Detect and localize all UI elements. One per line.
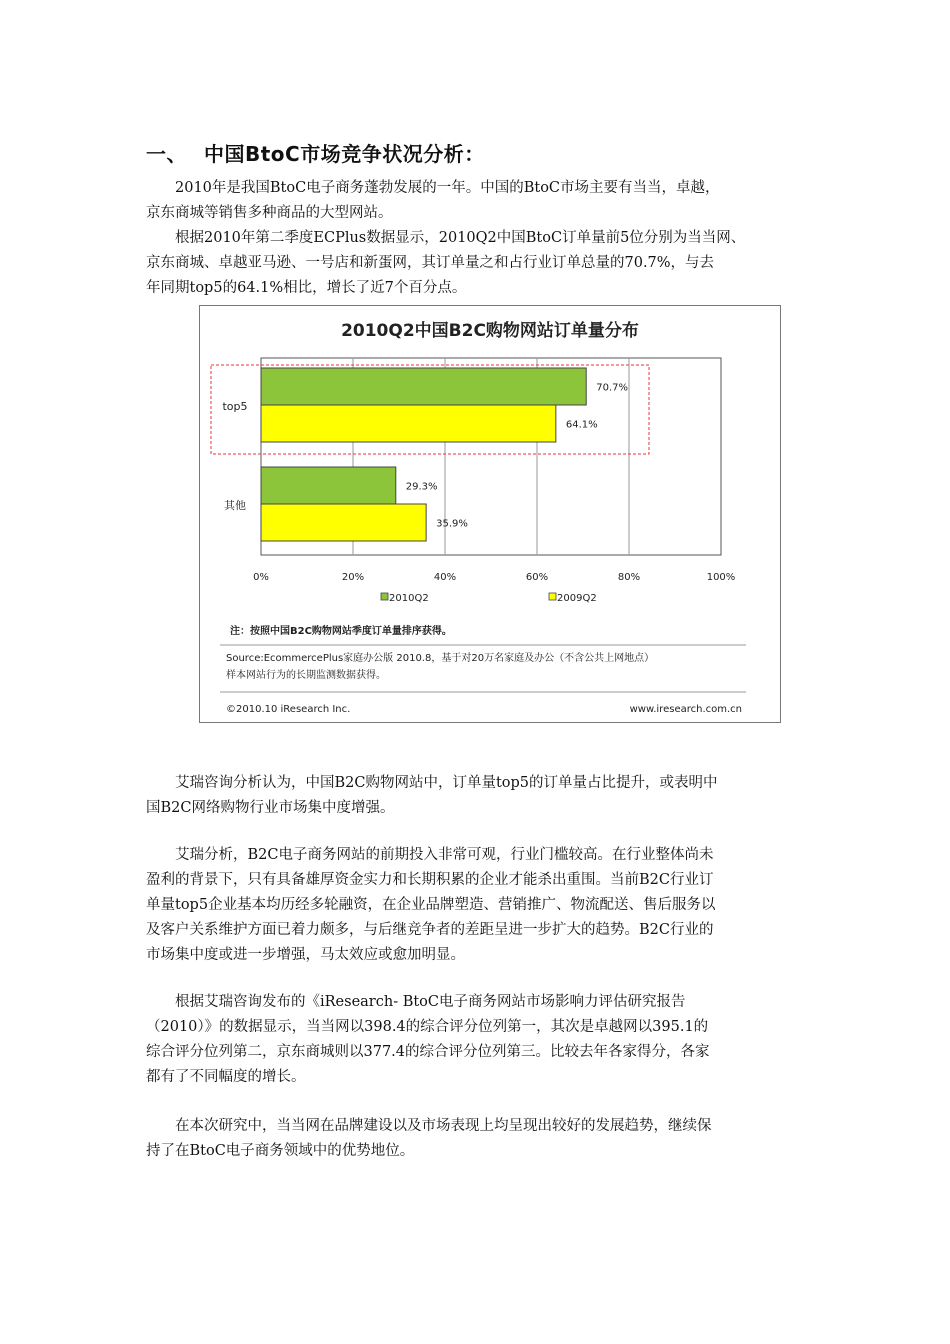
legend-label: 2010Q2 bbox=[389, 593, 429, 604]
category-label: top5 bbox=[222, 400, 248, 413]
section-title: 中国BtoC市场竞争状况分析： bbox=[204, 142, 485, 166]
x-tick-label: 100% bbox=[706, 572, 736, 583]
legend-label: 2009Q2 bbox=[557, 593, 597, 604]
chart-note: 注：按照中国B2C购物网站季度订单量排序获得。 bbox=[230, 626, 452, 637]
x-tick-label: 60% bbox=[525, 572, 549, 583]
bar bbox=[261, 368, 586, 405]
chart-source-line-1: Source:EcommercePlus家庭办公版 2010.8，基于对20万名家庭及办公（不含公共上网地点） bbox=[226, 653, 655, 664]
paragraph-ecplus: 根据2010年第二季度ECPlus数据显示，2010Q2中国BtoC订单量前5位分别为当当网、 京东商城、卓越亚马逊、一号店和新蛋网，其订单量之和占行业订单总量的70.7%，与去 年同期top5的64.1%相比，增长了近7个百分点。 bbox=[146, 230, 746, 296]
data-label: 29.3% bbox=[405, 481, 438, 493]
bar bbox=[261, 405, 556, 442]
paragraph-analysis-2: 艾瑞分析，B2C电子商务网站的前期投入非常可观，行业门槛较高。在行业整体尚未 盈利的背景下，只有具备雄厚资金实力和长期积累的企业才能杀出重围。当前B2C行业订 单量top5企业基本均历经多轮融资，在企业品牌塑造、营销推广、物流配送、售后服务以 及客户关系维护方面已着力颇多，与后继竞争者的差距呈进一步扩大的趋势。B2C行业的 市场集中度或进一步增强，马太效应或愈加明显。 bbox=[146, 847, 716, 963]
x-tick-label: 20% bbox=[341, 572, 365, 583]
chart-copyright: ©2010.10 iResearch Inc. bbox=[226, 704, 351, 715]
section-heading bbox=[146, 138, 485, 167]
data-label: 35.9% bbox=[436, 518, 468, 530]
x-tick-label: 0% bbox=[253, 572, 269, 583]
legend-swatch bbox=[381, 593, 388, 600]
paragraph-intro: 2010年是我国BtoC电子商务蓬勃发展的一年。中国的BtoC市场主要有当当，卓越， 京东商城等销售多种商品的大型网站。 bbox=[146, 180, 720, 221]
data-label: 70.7% bbox=[596, 382, 629, 394]
chart-title: 2010Q2中国B2C购物网站订单量分布 bbox=[341, 321, 639, 341]
legend-swatch bbox=[549, 593, 556, 600]
category-label: 其他 bbox=[224, 499, 246, 512]
paragraph-analysis-1: 艾瑞咨询分析认为，中国B2C购物网站中，订单量top5的订单量占比提升，或表明中 国B2C网络购物行业市场集中度增强。 bbox=[146, 775, 718, 816]
paragraph-ranking: 根据艾瑞咨询发布的《iResearch- BtoC电子商务网站市场影响力评估研究报告 （2010）》的数据显示，当当网以398.4的综合评分位列第一，其次是卓越网以395.1的 综合评分位列第二，京东商城则以377.4的综合评分位列第三。比较去年各家得分，各家 都有了不同幅度的增长。 bbox=[146, 994, 710, 1085]
data-label: 64.1% bbox=[565, 419, 598, 431]
chart-website: www.iresearch.com.cn bbox=[629, 704, 742, 715]
bar-chart bbox=[199, 305, 781, 723]
bar bbox=[261, 504, 426, 541]
x-tick-label: 40% bbox=[433, 572, 457, 583]
paragraph-conclusion: 在本次研究中，当当网在品牌建设以及市场表现上均呈现出较好的发展趋势，继续保 持了在BtoC电子商务领域中的优势地位。 bbox=[146, 1118, 712, 1159]
bar bbox=[261, 467, 396, 504]
x-tick-label: 80% bbox=[617, 572, 641, 583]
chart-source-line-2: 样本网站行为的长期监测数据获得。 bbox=[226, 670, 386, 681]
section-number: 一、 bbox=[146, 142, 187, 166]
